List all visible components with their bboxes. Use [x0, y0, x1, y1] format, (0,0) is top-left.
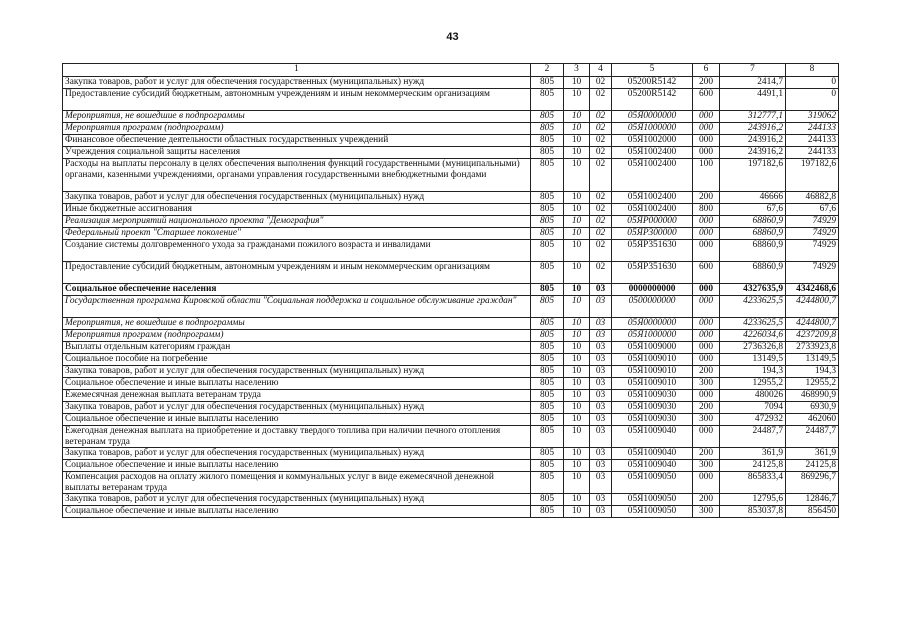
cell-subsection: 03 [590, 284, 612, 296]
cell-subsection: 03 [590, 426, 612, 448]
cell-sum-1: 68860,9 [720, 216, 786, 228]
table-row [63, 354, 839, 366]
cell-name: Выплаты отдельным категориям граждан [63, 342, 531, 354]
cell-ministry: 805 [531, 204, 564, 216]
cell-target-article: 05ЯP300000 [612, 228, 693, 240]
cell-subsection: 02 [590, 159, 612, 192]
cell-subsection: 03 [590, 414, 612, 426]
table-row [63, 506, 839, 518]
cell-sum-1: 865833,4 [720, 472, 786, 494]
cell-name: Федеральный проект "Старшее поколение" [63, 228, 531, 240]
cell-ministry: 805 [531, 159, 564, 192]
cell-section: 10 [564, 342, 590, 354]
cell-sum-2: 4237209,8 [786, 330, 839, 342]
cell-name: Социальное обеспечение и иные выплаты населению [63, 506, 531, 518]
cell-subsection: 02 [590, 77, 612, 89]
cell-sum-2: 74929 [786, 228, 839, 240]
cell-ministry: 805 [531, 123, 564, 135]
cell-ministry: 805 [531, 77, 564, 89]
table-row [63, 284, 839, 296]
header-cell-expense-type: 6 [693, 64, 720, 77]
cell-subsection: 03 [590, 318, 612, 330]
cell-section: 10 [564, 77, 590, 89]
cell-expense-type: 000 [693, 135, 720, 147]
cell-name: Финансовое обеспечение деятельности областных государственных учреждений [63, 135, 531, 147]
table-row [63, 240, 839, 262]
cell-name: Предоставление субсидий бюджетным, автономным учреждениям и иным некоммерческим организациям [63, 262, 531, 284]
cell-section: 10 [564, 111, 590, 123]
table-row [63, 89, 839, 111]
cell-sum-1: 243916,2 [720, 147, 786, 159]
cell-expense-type: 000 [693, 390, 720, 402]
cell-name: Социальное обеспечение и иные выплаты населению [63, 414, 531, 426]
cell-name: Социальное обеспечение и иные выплаты населению [63, 378, 531, 390]
cell-subsection: 02 [590, 123, 612, 135]
cell-subsection: 02 [590, 192, 612, 204]
cell-target-article: 05Я1000000 [612, 330, 693, 342]
cell-section: 10 [564, 147, 590, 159]
cell-sum-1: 68860,9 [720, 240, 786, 262]
cell-section: 10 [564, 366, 590, 378]
cell-sum-2: 244133 [786, 147, 839, 159]
cell-subsection: 03 [590, 296, 612, 318]
cell-section: 10 [564, 284, 590, 296]
cell-target-article: 05Я1002000 [612, 135, 693, 147]
table-row [63, 216, 839, 228]
header-row [63, 64, 839, 77]
cell-section: 10 [564, 240, 590, 262]
cell-subsection: 03 [590, 506, 612, 518]
cell-sum-1: 853037,8 [720, 506, 786, 518]
cell-sum-2: 12955,2 [786, 378, 839, 390]
cell-name: Закупка товаров, работ и услуг для обеспечения государственных (муниципальных) нужд [63, 402, 531, 414]
cell-sum-2: 46882,8 [786, 192, 839, 204]
cell-target-article: 05Я1009000 [612, 342, 693, 354]
cell-name: Расходы на выплаты персоналу в целях обеспечения выполнения функций государственными (муниципальными) органами, казенными учреждениями, органами управления государственными внебюджетными фондами [63, 159, 531, 192]
cell-ministry: 805 [531, 494, 564, 506]
cell-sum-2: 0 [786, 77, 839, 89]
table-row [63, 342, 839, 354]
cell-expense-type: 800 [693, 204, 720, 216]
cell-target-article: 05Я1009030 [612, 402, 693, 414]
cell-target-article: 05ЯP000000 [612, 216, 693, 228]
cell-section: 10 [564, 472, 590, 494]
cell-ministry: 805 [531, 414, 564, 426]
cell-ministry: 805 [531, 342, 564, 354]
header-cell-section: 3 [564, 64, 590, 77]
table-row [63, 402, 839, 414]
cell-expense-type: 000 [693, 296, 720, 318]
cell-expense-type: 000 [693, 228, 720, 240]
cell-name: Закупка товаров, работ и услуг для обеспечения государственных (муниципальных) нужд [63, 448, 531, 460]
table-row [63, 192, 839, 204]
cell-sum-2: 13149,5 [786, 354, 839, 366]
cell-target-article: 05Я1009010 [612, 378, 693, 390]
cell-sum-2: 4244800,7 [786, 296, 839, 318]
cell-sum-2: 194,3 [786, 366, 839, 378]
table-row [63, 494, 839, 506]
cell-sum-2: 244133 [786, 135, 839, 147]
cell-expense-type: 200 [693, 77, 720, 89]
cell-name: Компенсация расходов на оплату жилого помещения и коммунальных услуг в виде ежемесячной денежной выплаты ветеранам труда [63, 472, 531, 494]
cell-ministry: 805 [531, 192, 564, 204]
cell-expense-type: 000 [693, 111, 720, 123]
cell-ministry: 805 [531, 390, 564, 402]
cell-subsection: 02 [590, 111, 612, 123]
table-row [63, 414, 839, 426]
table-row [63, 296, 839, 318]
cell-sum-1: 12955,2 [720, 378, 786, 390]
header-cell-subsection: 4 [590, 64, 612, 77]
cell-expense-type: 000 [693, 147, 720, 159]
cell-sum-1: 4233625,5 [720, 296, 786, 318]
cell-target-article: 05Я1009010 [612, 354, 693, 366]
cell-sum-2: 74929 [786, 240, 839, 262]
cell-sum-2: 869296,7 [786, 472, 839, 494]
cell-section: 10 [564, 296, 590, 318]
cell-name: Мероприятия программ (подпрограмм) [63, 330, 531, 342]
cell-target-article: 05Я1009040 [612, 448, 693, 460]
cell-subsection: 02 [590, 216, 612, 228]
cell-sum-1: 4491,1 [720, 89, 786, 111]
cell-ministry: 805 [531, 216, 564, 228]
cell-name: Иные бюджетные ассигнования [63, 204, 531, 216]
cell-section: 10 [564, 135, 590, 147]
header-cell-sum-2: 8 [786, 64, 839, 77]
cell-name: Мероприятия, не вошедшие в подпрограммы [63, 318, 531, 330]
table-row [63, 378, 839, 390]
cell-ministry: 805 [531, 262, 564, 284]
cell-ministry: 805 [531, 448, 564, 460]
cell-subsection: 02 [590, 240, 612, 262]
cell-section: 10 [564, 354, 590, 366]
cell-ministry: 805 [531, 296, 564, 318]
cell-sum-1: 12795,6 [720, 494, 786, 506]
cell-sum-1: 68860,9 [720, 228, 786, 240]
cell-sum-2: 197182,6 [786, 159, 839, 192]
cell-sum-2: 24487,7 [786, 426, 839, 448]
cell-sum-1: 24487,7 [720, 426, 786, 448]
cell-target-article: 05Я1009010 [612, 366, 693, 378]
cell-ministry: 805 [531, 402, 564, 414]
cell-sum-1: 68860,9 [720, 262, 786, 284]
table-row [63, 204, 839, 216]
table-body [63, 77, 839, 518]
cell-expense-type: 000 [693, 426, 720, 448]
cell-sum-2: 67,6 [786, 204, 839, 216]
cell-target-article: 05200R5142 [612, 77, 693, 89]
cell-name: Социальное обеспечение и иные выплаты населению [63, 460, 531, 472]
table-row [63, 147, 839, 159]
table-row [63, 318, 839, 330]
header-cell-sum-1: 7 [720, 64, 786, 77]
cell-expense-type: 200 [693, 366, 720, 378]
header-cell-target-article: 5 [612, 64, 693, 77]
cell-subsection: 03 [590, 402, 612, 414]
table-row [63, 159, 839, 192]
cell-subsection: 03 [590, 460, 612, 472]
table-row [63, 366, 839, 378]
cell-target-article: 05Я1002400 [612, 204, 693, 216]
table-row [63, 111, 839, 123]
cell-sum-1: 243916,2 [720, 135, 786, 147]
cell-target-article: 0000000000 [612, 284, 693, 296]
cell-subsection: 03 [590, 448, 612, 460]
cell-ministry: 805 [531, 460, 564, 472]
cell-ministry: 805 [531, 111, 564, 123]
cell-section: 10 [564, 448, 590, 460]
cell-target-article: 05Я1009050 [612, 494, 693, 506]
cell-ministry: 805 [531, 147, 564, 159]
cell-name: Учреждения социальной защиты населения [63, 147, 531, 159]
cell-sum-1: 4226034,6 [720, 330, 786, 342]
cell-ministry: 805 [531, 318, 564, 330]
cell-name: Социальное пособие на погребение [63, 354, 531, 366]
cell-name: Закупка товаров, работ и услуг для обеспечения государственных (муниципальных) нужд [63, 192, 531, 204]
cell-expense-type: 000 [693, 354, 720, 366]
cell-sum-2: 462060 [786, 414, 839, 426]
cell-subsection: 03 [590, 354, 612, 366]
cell-sum-2: 74929 [786, 216, 839, 228]
cell-section: 10 [564, 330, 590, 342]
header-cell-name: 1 [63, 64, 531, 77]
cell-name: Мероприятия, не вошедшие в подпрограммы [63, 111, 531, 123]
cell-sum-1: 480026 [720, 390, 786, 402]
cell-subsection: 03 [590, 494, 612, 506]
cell-target-article: 05Я1002400 [612, 159, 693, 192]
cell-name: Социальное обеспечение населения [63, 284, 531, 296]
cell-subsection: 03 [590, 330, 612, 342]
table-row [63, 135, 839, 147]
cell-section: 10 [564, 318, 590, 330]
cell-sum-2: 0 [786, 89, 839, 111]
cell-section: 10 [564, 123, 590, 135]
cell-name: Мероприятия программ (подпрограмм) [63, 123, 531, 135]
cell-section: 10 [564, 204, 590, 216]
cell-subsection: 03 [590, 378, 612, 390]
cell-target-article: 05ЯP351630 [612, 240, 693, 262]
cell-expense-type: 300 [693, 506, 720, 518]
cell-ministry: 805 [531, 506, 564, 518]
cell-sum-1: 361,9 [720, 448, 786, 460]
cell-target-article: 05Я0000000 [612, 111, 693, 123]
cell-subsection: 02 [590, 228, 612, 240]
cell-subsection: 02 [590, 135, 612, 147]
cell-sum-2: 6930,9 [786, 402, 839, 414]
table-row [63, 472, 839, 494]
cell-expense-type: 000 [693, 284, 720, 296]
cell-target-article: 05Я1009050 [612, 472, 693, 494]
cell-sum-2: 2733923,8 [786, 342, 839, 354]
cell-expense-type: 200 [693, 448, 720, 460]
cell-section: 10 [564, 378, 590, 390]
cell-expense-type: 100 [693, 159, 720, 192]
cell-name: Государственная программа Кировской области "Социальная поддержка и социальное обслуживание граждан" [63, 296, 531, 318]
cell-subsection: 03 [590, 342, 612, 354]
cell-sum-1: 46666 [720, 192, 786, 204]
cell-sum-1: 2736326,8 [720, 342, 786, 354]
cell-ministry: 805 [531, 228, 564, 240]
cell-ministry: 805 [531, 89, 564, 111]
table-row [63, 330, 839, 342]
cell-subsection: 03 [590, 390, 612, 402]
cell-ministry: 805 [531, 240, 564, 262]
table-row [63, 228, 839, 240]
table-row [63, 262, 839, 284]
cell-expense-type: 000 [693, 216, 720, 228]
cell-section: 10 [564, 262, 590, 284]
cell-section: 10 [564, 402, 590, 414]
cell-target-article: 05200R5142 [612, 89, 693, 111]
cell-sum-1: 2414,7 [720, 77, 786, 89]
cell-expense-type: 000 [693, 123, 720, 135]
cell-section: 10 [564, 414, 590, 426]
cell-subsection: 02 [590, 147, 612, 159]
cell-ministry: 805 [531, 284, 564, 296]
cell-sum-2: 74929 [786, 262, 839, 284]
cell-expense-type: 000 [693, 342, 720, 354]
cell-target-article: 05Я1002400 [612, 147, 693, 159]
cell-ministry: 805 [531, 472, 564, 494]
cell-target-article: 05Я1009030 [612, 414, 693, 426]
cell-sum-1: 13149,5 [720, 354, 786, 366]
cell-sum-1: 197182,6 [720, 159, 786, 192]
cell-section: 10 [564, 460, 590, 472]
table-row [63, 460, 839, 472]
cell-subsection: 03 [590, 472, 612, 494]
cell-name: Закупка товаров, работ и услуг для обеспечения государственных (муниципальных) нужд [63, 77, 531, 89]
cell-subsection: 03 [590, 366, 612, 378]
cell-sum-1: 4233625,5 [720, 318, 786, 330]
cell-name: Создание системы долговременного ухода за гражданами пожилого возраста и инвалидами [63, 240, 531, 262]
cell-sum-1: 243916,2 [720, 123, 786, 135]
cell-ministry: 805 [531, 426, 564, 448]
cell-sum-2: 12846,7 [786, 494, 839, 506]
cell-target-article: 05Я0000000 [612, 318, 693, 330]
table-row [63, 448, 839, 460]
cell-sum-1: 472932 [720, 414, 786, 426]
cell-target-article: 0500000000 [612, 296, 693, 318]
cell-section: 10 [564, 426, 590, 448]
cell-target-article: 05Я1000000 [612, 123, 693, 135]
cell-section: 10 [564, 390, 590, 402]
cell-sum-2: 4244800,7 [786, 318, 839, 330]
cell-ministry: 805 [531, 354, 564, 366]
cell-section: 10 [564, 89, 590, 111]
cell-sum-2: 856450 [786, 506, 839, 518]
table-row [63, 77, 839, 89]
cell-expense-type: 600 [693, 89, 720, 111]
table-row [63, 426, 839, 448]
cell-sum-1: 67,6 [720, 204, 786, 216]
cell-sum-2: 4342468,6 [786, 284, 839, 296]
cell-subsection: 02 [590, 204, 612, 216]
cell-target-article: 05ЯP351630 [612, 262, 693, 284]
cell-sum-2: 244133 [786, 123, 839, 135]
cell-target-article: 05Я1002400 [612, 192, 693, 204]
cell-target-article: 05Я1009040 [612, 426, 693, 448]
cell-name: Закупка товаров, работ и услуг для обеспечения государственных (муниципальных) нужд [63, 494, 531, 506]
cell-expense-type: 000 [693, 318, 720, 330]
cell-sum-2: 468990,9 [786, 390, 839, 402]
cell-expense-type: 300 [693, 414, 720, 426]
cell-name: Реализация мероприятий национального проекта "Демография" [63, 216, 531, 228]
cell-expense-type: 000 [693, 330, 720, 342]
cell-target-article: 05Я1009050 [612, 506, 693, 518]
cell-section: 10 [564, 228, 590, 240]
cell-ministry: 805 [531, 366, 564, 378]
cell-sum-1: 194,3 [720, 366, 786, 378]
cell-ministry: 805 [531, 378, 564, 390]
cell-subsection: 02 [590, 89, 612, 111]
cell-sum-2: 361,9 [786, 448, 839, 460]
cell-ministry: 805 [531, 135, 564, 147]
cell-name: Закупка товаров, работ и услуг для обеспечения государственных (муниципальных) нужд [63, 366, 531, 378]
cell-expense-type: 000 [693, 472, 720, 494]
budget-table [62, 63, 839, 518]
cell-target-article: 05Я1009030 [612, 390, 693, 402]
cell-sum-2: 24125,8 [786, 460, 839, 472]
cell-section: 10 [564, 216, 590, 228]
cell-expense-type: 300 [693, 460, 720, 472]
cell-subsection: 02 [590, 262, 612, 284]
cell-target-article: 05Я1009040 [612, 460, 693, 472]
cell-section: 10 [564, 159, 590, 192]
cell-name: Ежемесячная денежная выплата ветеранам труда [63, 390, 531, 402]
cell-sum-2: 319062 [786, 111, 839, 123]
cell-ministry: 805 [531, 330, 564, 342]
cell-name: Предоставление субсидий бюджетным, автономным учреждениям и иным некоммерческим организациям [63, 89, 531, 111]
cell-sum-1: 24125,8 [720, 460, 786, 472]
cell-expense-type: 300 [693, 378, 720, 390]
cell-expense-type: 200 [693, 494, 720, 506]
cell-expense-type: 000 [693, 240, 720, 262]
cell-section: 10 [564, 192, 590, 204]
cell-sum-1: 7094 [720, 402, 786, 414]
cell-expense-type: 200 [693, 402, 720, 414]
cell-name: Ежегодная денежная выплата на приобретение и доставку твердого топлива при наличии печного отопления ветеранам труда [63, 426, 531, 448]
cell-sum-1: 312777,1 [720, 111, 786, 123]
cell-expense-type: 200 [693, 192, 720, 204]
header-cell-ministry: 2 [531, 64, 564, 77]
page-number: 43 [446, 31, 459, 43]
table-row [63, 390, 839, 402]
cell-expense-type: 600 [693, 262, 720, 284]
cell-section: 10 [564, 494, 590, 506]
cell-sum-1: 4327635,9 [720, 284, 786, 296]
cell-section: 10 [564, 506, 590, 518]
table-row [63, 123, 839, 135]
